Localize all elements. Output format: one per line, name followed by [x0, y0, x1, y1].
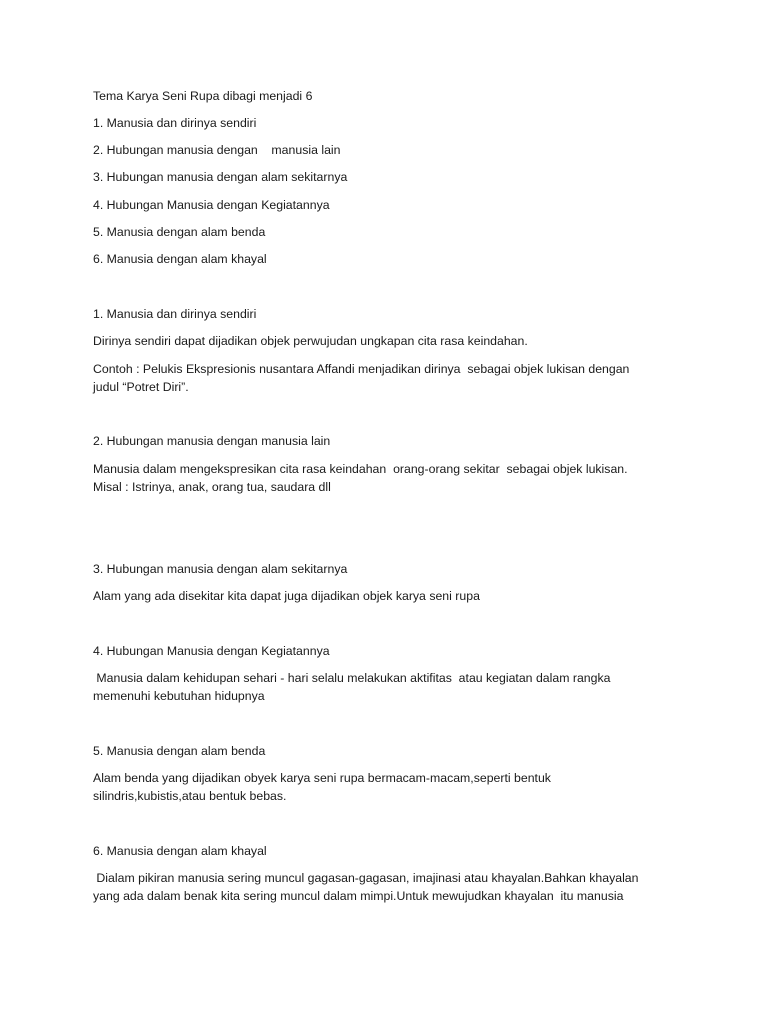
section-heading: 3. Hubungan manusia dengan alam sekitarnya — [93, 562, 348, 576]
section-heading: 4. Hubungan Manusia dengan Kegiatannya — [93, 644, 330, 658]
intro-list-item: 2. Hubungan manusia dengan manusia lain — [93, 143, 341, 157]
paragraph-line: Manusia dalam mengekspresikan cita rasa keindahan orang-orang sekitar sebagai objek lukisan. — [93, 462, 628, 476]
intro-list-item: 4. Hubungan Manusia dengan Kegiatannya — [93, 198, 330, 212]
intro-list-item: 3. Hubungan manusia dengan alam sekitarnya — [93, 170, 348, 184]
paragraph-line: Alam benda yang dijadikan obyek karya seni rupa bermacam-macam,seperti bentuk — [93, 771, 551, 785]
paragraph-line: Alam yang ada disekitar kita dapat juga dijadikan objek karya seni rupa — [93, 589, 480, 603]
paragraph-line: Dirinya sendiri dapat dijadikan objek perwujudan ungkapan cita rasa keindahan. — [93, 334, 528, 348]
paragraph-line: Dialam pikiran manusia sering muncul gagasan-gagasan, imajinasi atau khayalan.Bahkan khayalan — [93, 871, 639, 885]
paragraph-line: Misal : Istrinya, anak, orang tua, saudara dll — [93, 480, 331, 494]
section-heading: 1. Manusia dan dirinya sendiri — [93, 307, 257, 321]
paragraph-line: memenuhi kebutuhan hidupnya — [93, 689, 265, 703]
paragraph-line: yang ada dalam benak kita sering muncul dalam mimpi.Untuk mewujudkan khayalan itu manusia — [93, 889, 624, 903]
section-heading: 2. Hubungan manusia dengan manusia lain — [93, 434, 331, 448]
section-heading: 6. Manusia dengan alam khayal — [93, 844, 267, 858]
paragraph-line: Manusia dalam kehidupan sehari - hari selalu melakukan aktifitas atau kegiatan dalam rangka — [93, 671, 611, 685]
intro-list-item: 6. Manusia dengan alam khayal — [93, 252, 267, 266]
intro-list-item: 1. Manusia dan dirinya sendiri — [93, 116, 257, 130]
paragraph-line: Contoh : Pelukis Ekspresionis nusantara Affandi menjadikan dirinya sebagai objek lukisan dengan — [93, 362, 630, 376]
document-title: Tema Karya Seni Rupa dibagi menjadi 6 — [93, 89, 313, 103]
paragraph-line: silindris,kubistis,atau bentuk bebas. — [93, 789, 287, 803]
paragraph-line: judul “Potret Diri”. — [93, 380, 189, 394]
section-heading: 5. Manusia dengan alam benda — [93, 744, 266, 758]
intro-list-item: 5. Manusia dengan alam benda — [93, 225, 266, 239]
